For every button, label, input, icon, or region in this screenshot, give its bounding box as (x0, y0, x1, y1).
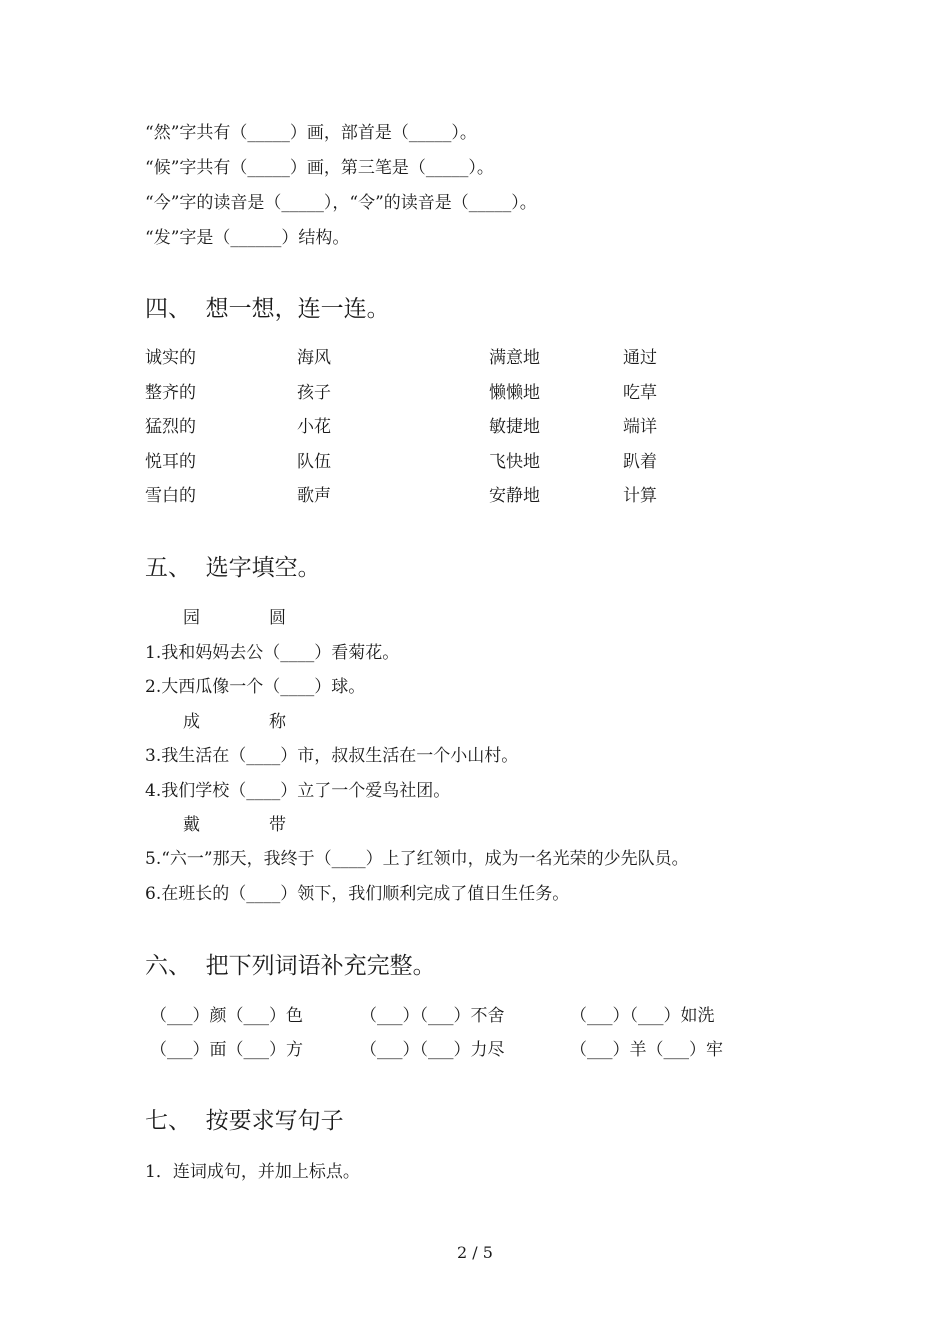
match-verb: 计算 (623, 486, 657, 506)
question-line-4: “发”字是（______）结构。 (145, 228, 350, 248)
choice-char: 园 (183, 608, 200, 628)
fill-sentence: 4.我们学校（____）立了一个爱鸟社团。 (145, 781, 451, 801)
match-adverb: 满意地 (489, 348, 540, 368)
idiom-blank: （___）（___）力尽 (360, 1040, 505, 1060)
question-item-1: 1．连词成句，并加上标点。 (145, 1162, 360, 1182)
match-adverb: 安静地 (489, 486, 540, 506)
fill-sentence: 2.大西瓜像一个（____）球。 (145, 677, 366, 697)
question-line-1: “然”字共有（_____）画，部首是（_____）。 (145, 123, 477, 143)
match-left-word: 猛烈的 (145, 417, 196, 437)
page-number: 2 / 5 (457, 1243, 493, 1262)
match-left-word: 诚实的 (145, 348, 196, 368)
match-noun: 小花 (297, 417, 331, 437)
idiom-blank: （___）颜（___）色 (150, 1006, 303, 1026)
question-line-2: “候”字共有（_____）画，第三笔是（_____）。 (145, 158, 494, 178)
match-noun: 队伍 (297, 452, 331, 472)
section-4-heading: 四、 想一想，连一连。 (145, 296, 390, 322)
choice-char: 称 (269, 712, 286, 732)
idiom-blank: （___）羊（___）牢 (570, 1040, 723, 1060)
choice-char: 带 (269, 815, 286, 835)
choice-char: 戴 (183, 815, 200, 835)
match-noun: 孩子 (297, 383, 331, 403)
match-left-word: 整齐的 (145, 383, 196, 403)
match-verb: 端详 (623, 417, 657, 437)
question-line-3: “今”字的读音是（_____），“令”的读音是（_____）。 (145, 193, 537, 213)
section-6-heading: 六、 把下列词语补充完整。 (145, 953, 436, 979)
match-adverb: 敏捷地 (489, 417, 540, 437)
fill-sentence: 1.我和妈妈去公（____）看菊花。 (145, 643, 400, 663)
match-verb: 趴着 (623, 452, 657, 472)
idiom-blank: （___）（___）如洗 (570, 1006, 715, 1026)
match-left-word: 悦耳的 (145, 452, 196, 472)
match-verb: 通过 (623, 348, 657, 368)
match-verb: 吃草 (623, 383, 657, 403)
choice-char: 成 (183, 712, 200, 732)
match-left-word: 雪白的 (145, 486, 196, 506)
match-adverb: 懒懒地 (489, 383, 540, 403)
fill-sentence: 6.在班长的（____）领下，我们顺利完成了值日生任务。 (145, 884, 570, 904)
fill-sentence: 5.“六一”那天，我终于（____）上了红领巾，成为一名光荣的少先队员。 (145, 849, 689, 869)
match-noun: 歌声 (297, 486, 331, 506)
choice-char: 圆 (269, 608, 286, 628)
section-5-heading: 五、 选字填空。 (145, 555, 321, 581)
fill-sentence: 3.我生活在（____）市，叔叔生活在一个小山村。 (145, 746, 519, 766)
match-noun: 海风 (297, 348, 331, 368)
match-adverb: 飞快地 (489, 452, 540, 472)
idiom-blank: （___）面（___）方 (150, 1040, 303, 1060)
section-7-heading: 七、 按要求写句子 (145, 1108, 344, 1134)
idiom-blank: （___）（___）不舍 (360, 1006, 505, 1026)
